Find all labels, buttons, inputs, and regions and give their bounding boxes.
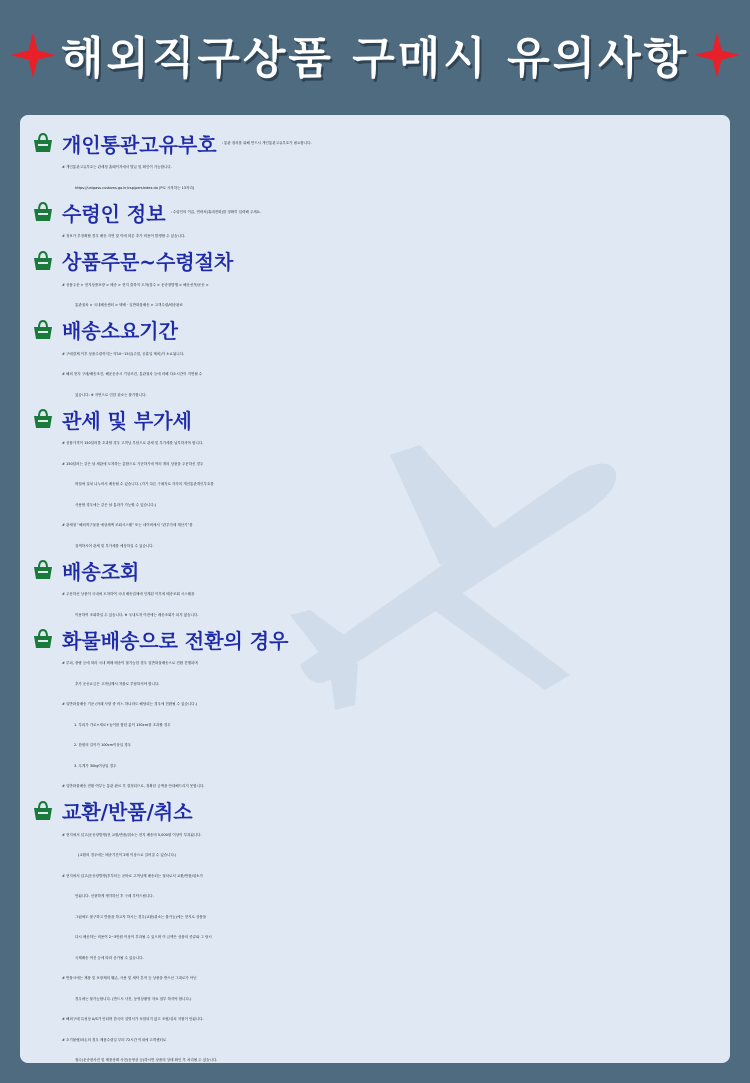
shopping-bag-icon [32, 801, 54, 821]
notice-line: # 해외 현지 구매/배송조건, 해운운송시 기상조건, 통관절차 등에 의해 다소시간이 지연될 수 [62, 372, 203, 376]
notice-line: # 일반화물배송 기준 (아래 사항 중 어느 하나라도 해당되는 경우에 전환될 수 있습니다.) [62, 702, 198, 706]
section-title: 화물배송으로 전환의 경우 [62, 628, 289, 653]
notice-line: # 초기불량/파손의 경우 제품수령일 부터 72시간 이내에 고객센터로 [62, 1037, 167, 1042]
shopping-bag-icon [32, 133, 54, 153]
section-header [20, 625, 730, 653]
notice-line: 2. 한변의 길이가 100cm이상일 경우 [74, 743, 131, 747]
notice-line: 추가 운송요금은 고객님께서 착불로 부담하셔야 합니다. [75, 681, 160, 686]
notice-line: 통관절차 > 국내배송센터 > 택배 · 일반화물배송 > 고객수령/배송완료 [75, 303, 183, 307]
notice-line: (교환의 경우에는 배송기간이 2배 이상으로 길어질 수 있습니다.) [78, 853, 177, 857]
notice-line: 안됩니다. 신중하게 생각하신 후 구매 부탁드립니다. [75, 894, 154, 898]
page-title: 해외직구상품 구매시 유의사항 [60, 33, 690, 84]
shopping-bag-icon [32, 320, 54, 340]
header [0, 0, 750, 110]
notice-line: # 주문하신 상품이 국내에 도착하여 국내 배송업체에 인계된 이후에 배송조회 시스템을 [62, 592, 195, 596]
section [20, 405, 730, 556]
shopping-bag-icon [32, 560, 54, 580]
section-summary: : 통관 절차를 위해 반드시 개인통관고유부호가 필요합니다. [221, 140, 312, 145]
notice-line: 이용하여 조회하실 수 있습니다. ※ 국내도착 이전에는 배송조회가 되지 않습니다. [75, 612, 199, 617]
notice-line: 며칠에 걸쳐 나누어서 배송될 수 있습니다. (각기 다른 구매자로 각각의 개인통관개인부호를 [75, 482, 214, 486]
section [20, 556, 730, 625]
section [20, 316, 730, 406]
notice-line: 다시 배송하는 비용이 2~3만원 이상이 부과될 수 있으며 이 금액은 상품의 종류와 그 당시 [75, 935, 212, 939]
shopping-bag-icon [32, 251, 54, 271]
notice-line: # 현지에서 입고(운송장발생)전 교환/반품/취소는 현지 배송비 5,000원 이상이 부과됩니다. [62, 832, 202, 837]
notice-line: # 정보가 부정확할 경우 배송 지연 및 이에 따른 추가 비용이 발생할 수 있습니다. [62, 234, 186, 238]
section [20, 198, 730, 247]
notice-line: # 현지에서 입고(운송장발생)후부터는 곧바로 고객님께 배송되는 절차로서 교환/반품/취소가 [62, 873, 203, 878]
notice-line: 그럼에도 불구하고 반품을 하고자 하시는 경우(교환/취소는 불가능)에는 현지로 상품을 [75, 914, 207, 919]
section-title: 개인통관고유부호 [62, 132, 217, 157]
shopping-bag-icon [32, 409, 54, 429]
section-header [20, 129, 730, 157]
section-header [20, 198, 730, 226]
notice-line: # 상품가격이 150달러를 초과할 경우 고객님 부담으로 관세 및 부가세를 납부하셔야 합니다. [62, 441, 204, 445]
section-summary: : 수령인의 이름, 연락처(휴대전화)를 정확히 입력해 주세요. [170, 209, 262, 214]
notice-line: # 반품시에는 제품 및 포장제의 훼손, 사용 및 세탁 흔적 등 상품을 받으신 그대로가 아닌 [62, 976, 197, 980]
notice-line: 경우에는 불가능합니다. (반드시 사진, 동영상촬영 자료 첨부 하셔야 합니다.) [75, 996, 192, 1001]
notice-line: # 상품주문 > 현지상품포장 > 배송 > 현지 출하지 도착/검수 > 운송장발행 > 해운선적/운송 > [62, 282, 209, 287]
notice-line: # 부피, 중량 등에 따라 국내 택배 배송이 불가능한 경우 일반화물배송으로 전환 진행되며 [62, 661, 198, 665]
shopping-bag-icon [32, 202, 54, 222]
section [20, 625, 730, 797]
notice-line: 있습니다. ※ 지연으로 인한 취소는 불가합니다. [75, 392, 147, 397]
section-header [20, 316, 730, 344]
section-header [20, 247, 730, 275]
notice-line: # 구매결제 이후 상품수령까지는 약10~15일(주말, 공휴일 제외)이 소요됩니다. [62, 351, 185, 356]
notice-line: # 150달러는 같은 날 세관에 도착하는 총합으로 기준하기에 여러 개의 상품을 주문하신 경우 [62, 461, 204, 466]
notice-line: 1. 부피가 가로+세로+높이를 합한 값이 150cm를 초과할 경우 [74, 722, 171, 727]
shopping-bag-icon [32, 629, 54, 649]
section [20, 797, 730, 1064]
notice-line: # 일반화물배송 전환 여부는 통관 완료 후 결정되므로, 정확한 금액을 안내해드리지 못합니다. [62, 784, 205, 788]
section-title: 교환/반품/취소 [62, 800, 193, 824]
section-header [20, 797, 730, 825]
section-title: 수령인 정보 [62, 201, 166, 226]
star-icon [694, 32, 740, 78]
section-title: 상품주문~수령절차 [62, 250, 234, 274]
notice-line: 국제배송 여건 등에 따라 증가될 수 있습니다. [75, 955, 144, 960]
notice-line: 사용할 경우에는 같은 날 통과가 가능할 수 있습니다.) [75, 502, 157, 507]
notice-line: # 해외구매 특성상 A/S가 안되며 한국어 설명서가 포함되지 않고 조립/설치 지원이 안됩니다. [62, 1017, 204, 1021]
notice-line: # 관세청 “해외직구물품 예상세액 조회시스템” 또는 네이버에서 “관부가세 계산기”를 [62, 523, 193, 527]
section-title: 배송조회 [62, 559, 140, 584]
section-title: 배송소요기간 [62, 319, 178, 343]
section [20, 129, 730, 198]
section-header [20, 405, 730, 433]
notice-content [20, 129, 730, 1063]
section-header [20, 556, 730, 584]
section [20, 247, 730, 316]
section-title: 관세 및 부가세 [62, 408, 192, 433]
notice-line: https://unipass.customs.go.kr/csp/persIndex.do (P로 시작하는 13자리) [75, 185, 195, 190]
notice-line: 접수(운송장사진 및 제품상태 사진/동영상 등)하시면 상품의 상태 확인 후 처리될 수 있습니다. [75, 1058, 218, 1062]
notice-panel [20, 115, 730, 1063]
notice-line: # 개인통관고유부호는 관세청 홈페이지에서 발급 및 확인이 가능합니다. [62, 165, 172, 169]
notice-line: 3. 무게가 30kg이상일 경우 [74, 763, 117, 768]
notice-line: 검색하시어 관세 및 부가세를 예상하실 수 있습니다. [75, 543, 154, 548]
